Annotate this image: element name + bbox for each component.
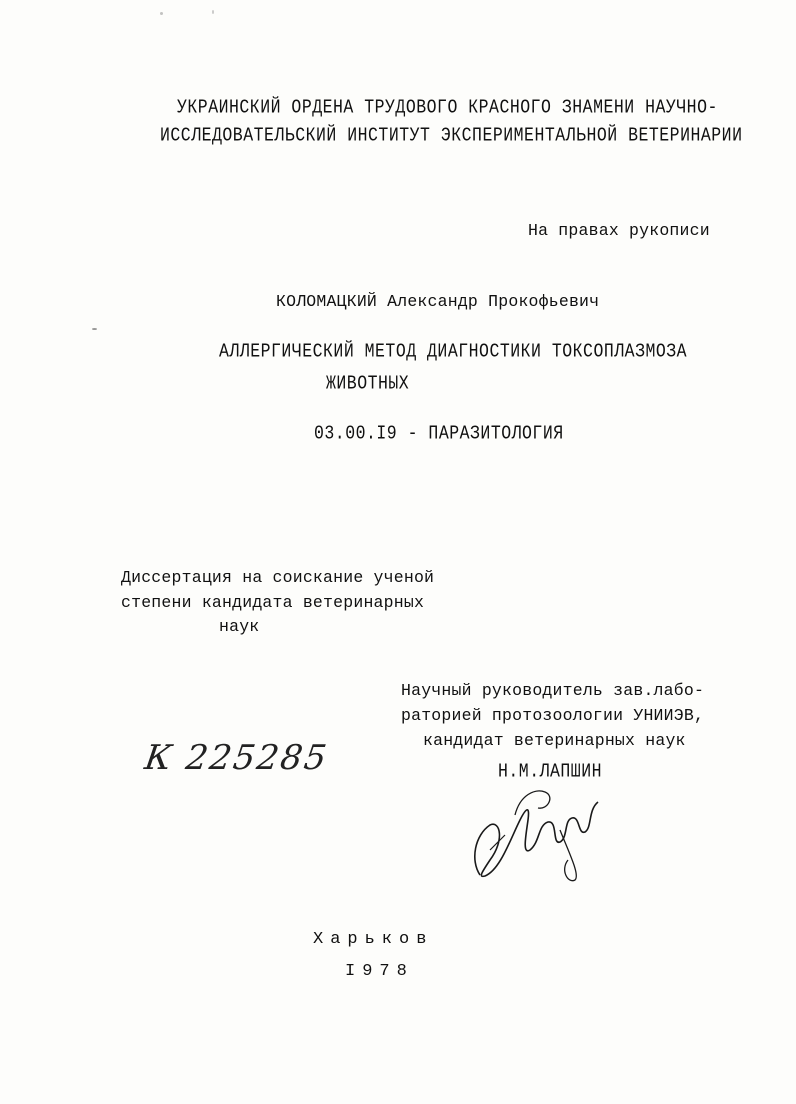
institute-line-1: УКРАИНСКИЙ ОРДЕНА ТРУДОВОГО КРАСНОГО ЗНАМЕНИ НАУЧНО- bbox=[177, 96, 718, 119]
dissertation-line-2: степени кандидата ветеринарных bbox=[121, 593, 425, 612]
author-name: КОЛОМАЦКИЙ Александр Прокофьевич bbox=[276, 292, 600, 311]
thesis-title-line-1: АЛЛЕРГИЧЕСКИЙ МЕТОД ДИАГНОСТИКИ ТОКСОПЛАЗМОЗА bbox=[219, 340, 688, 363]
thesis-title-line-2: ЖИВОТНЫХ bbox=[326, 372, 410, 395]
supervisor-line-2: раторией протозоологии УНИИЭВ, bbox=[401, 706, 705, 725]
city: Харьков bbox=[313, 930, 434, 949]
scan-speck bbox=[160, 12, 163, 15]
supervisor-name: Н.М.ЛАПШИН bbox=[498, 760, 603, 783]
year: I978 bbox=[345, 962, 414, 981]
supervisor-line-1: Научный руководитель зав.лабо- bbox=[401, 681, 705, 700]
specialty-code: 03.00.I9 - ПАРАЗИТОЛОГИЯ bbox=[314, 422, 564, 445]
supervisor-signature bbox=[460, 780, 610, 890]
scan-speck bbox=[92, 328, 97, 330]
handwritten-archive-number: К 225285 bbox=[142, 738, 331, 778]
institute-line-2: ИССЛЕДОВАТЕЛЬСКИЙ ИНСТИТУТ ЭКСПЕРИМЕНТАЛЬНОЙ ВЕТЕРИНАРИИ bbox=[160, 124, 743, 147]
scan-speck bbox=[212, 10, 214, 14]
rights-note: На правах рукописи bbox=[528, 221, 710, 240]
supervisor-line-3: кандидат ветеринарных наук bbox=[423, 731, 686, 750]
dissertation-line-3: наук bbox=[219, 617, 260, 636]
dissertation-line-1: Диссертация на соискание ученой bbox=[121, 568, 435, 587]
